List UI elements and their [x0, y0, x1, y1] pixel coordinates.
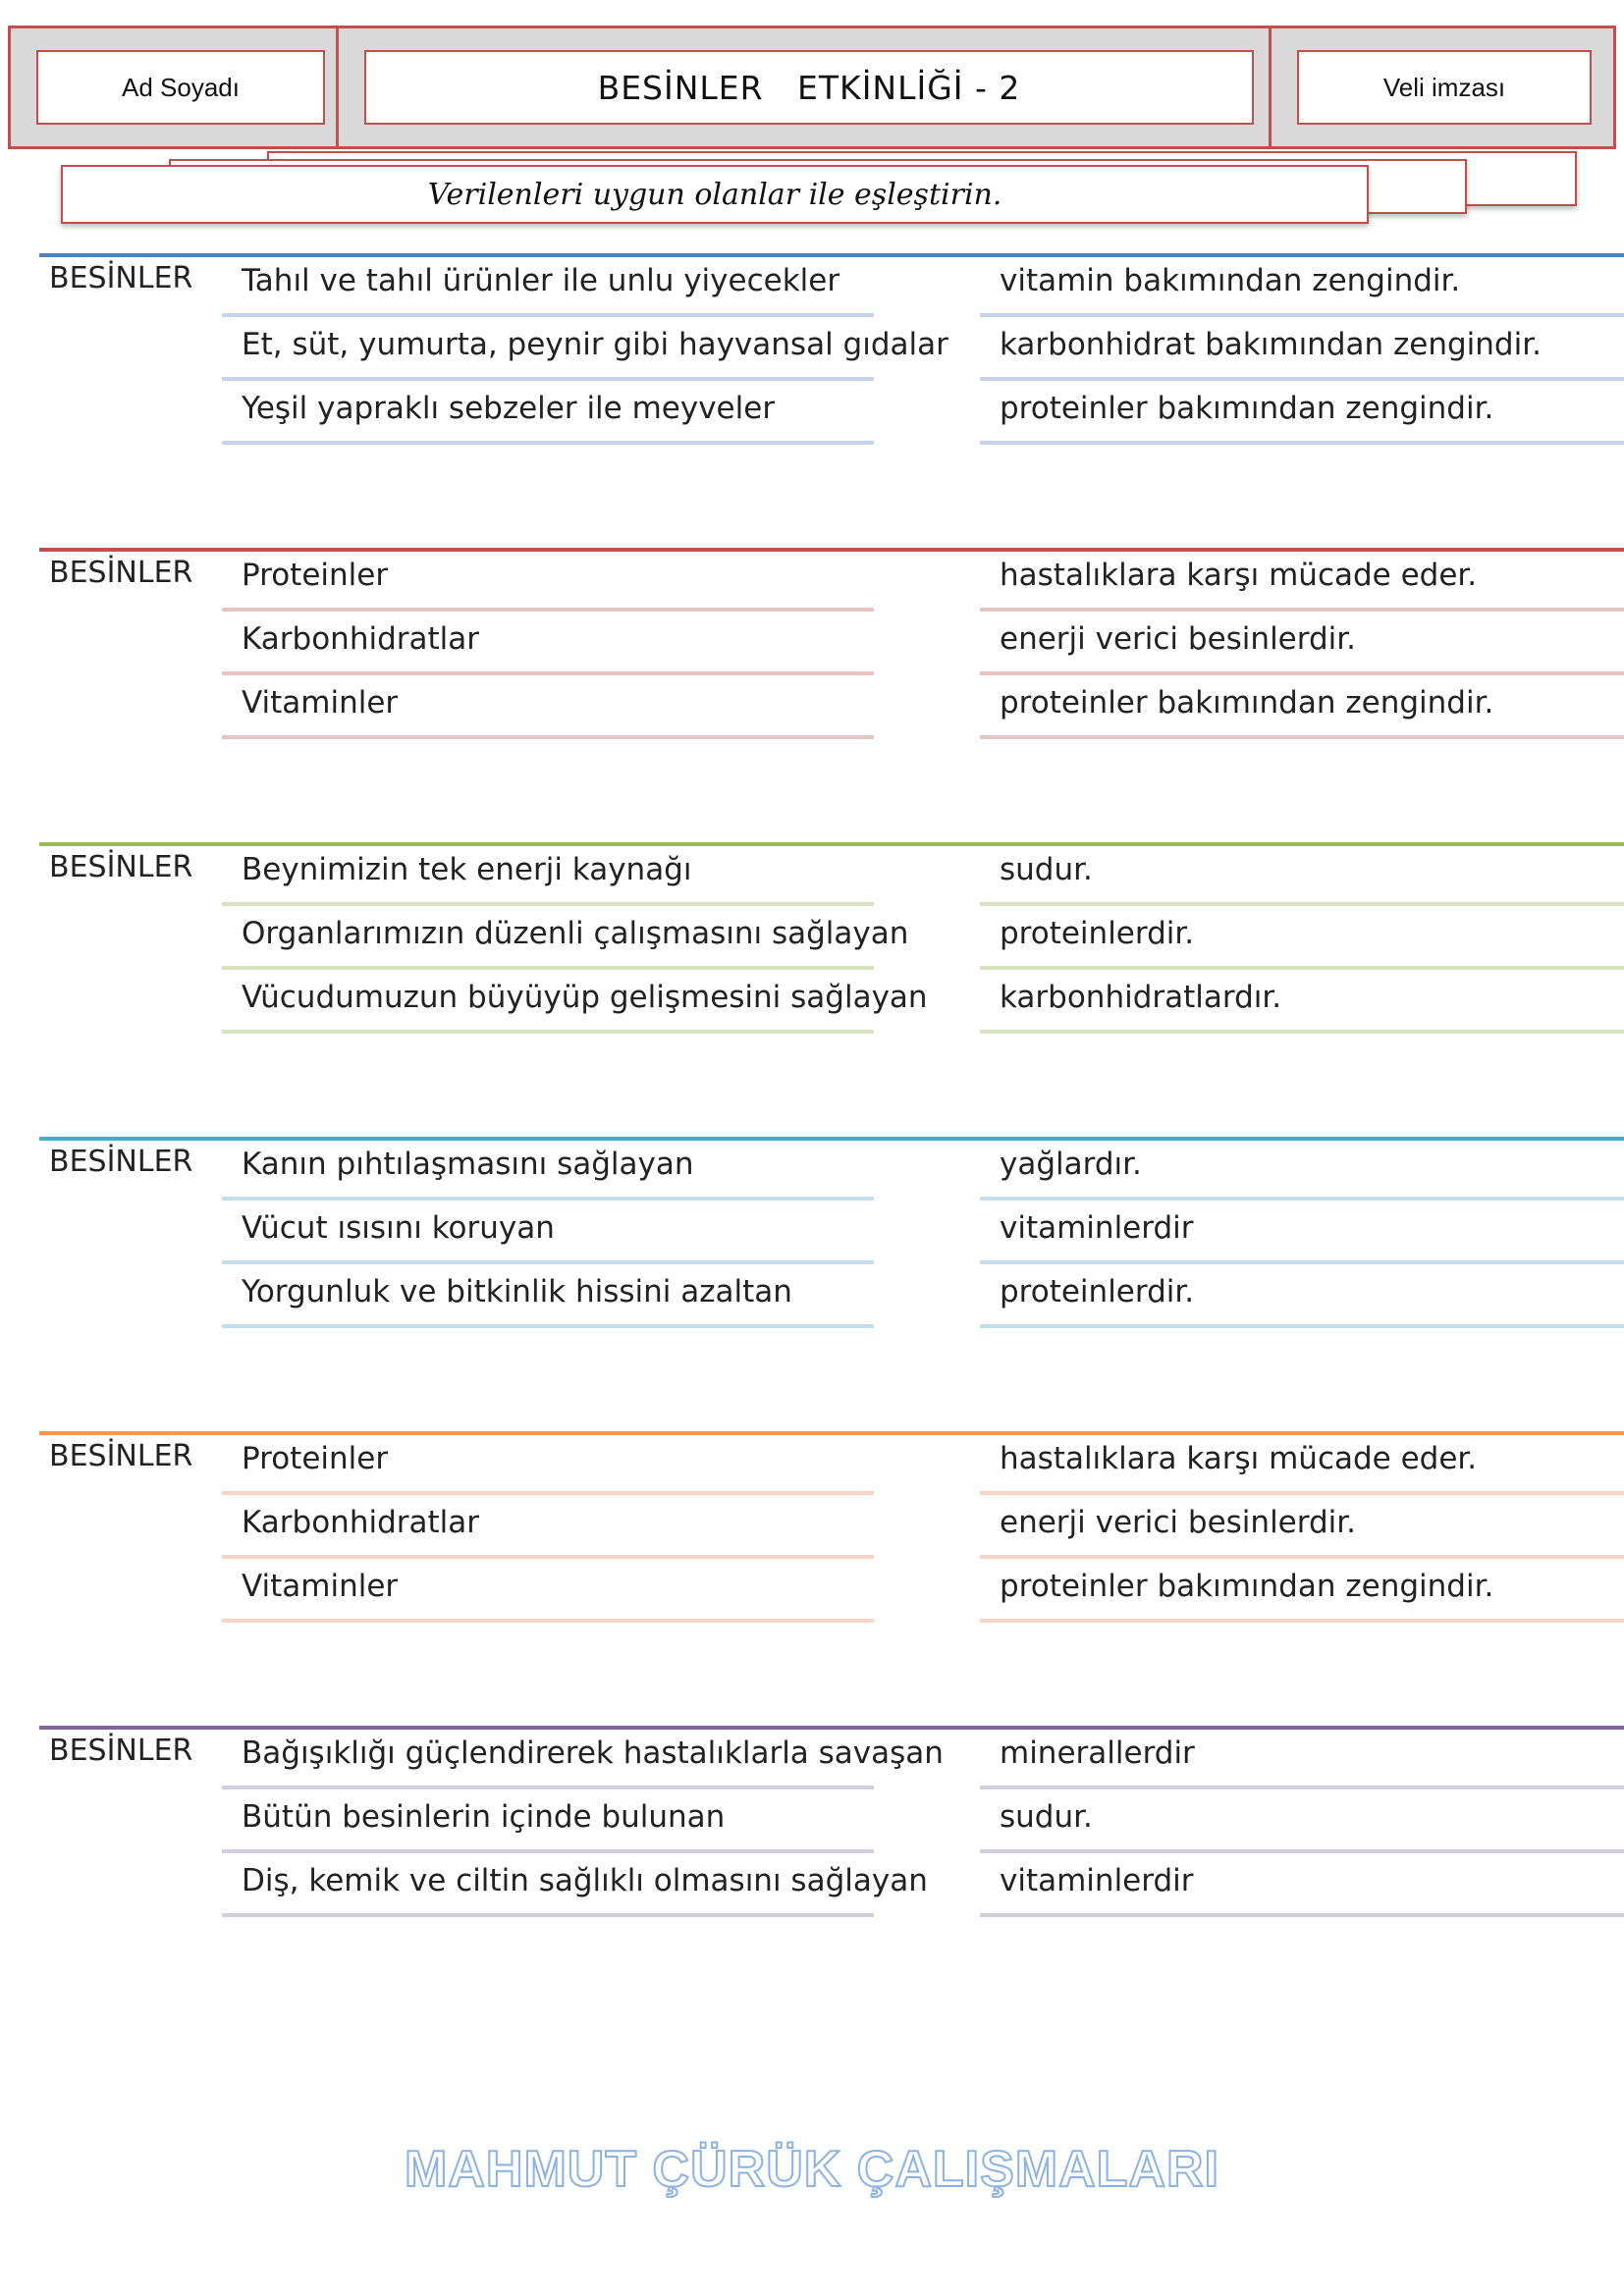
matching-section — [39, 1137, 1624, 1333]
left-item-text: Vücut ısısını koruyan — [242, 1210, 555, 1246]
right-item-text: proteinlerdir. — [1000, 916, 1195, 951]
match-item-left[interactable] — [222, 1853, 928, 1917]
answer-line — [980, 1030, 1624, 1034]
right-item-text: hastalıklara karşı mücade eder. — [1000, 558, 1478, 593]
name-label: Ad Soyadı — [122, 72, 240, 102]
right-item-text: vitaminlerdir — [1000, 1863, 1194, 1898]
match-item-right[interactable] — [980, 1137, 1624, 1201]
left-item-text: Bütün besinlerin içinde bulunan — [242, 1799, 726, 1835]
answer-line — [980, 441, 1624, 445]
match-item-left[interactable] — [222, 1431, 874, 1495]
match-item-left[interactable] — [222, 253, 874, 317]
right-item-text: minerallerdir — [1000, 1735, 1195, 1771]
match-item-right[interactable] — [980, 1559, 1624, 1623]
left-item-text: Vücudumuzun büyüyüp gelişmesini sağlayan — [242, 980, 928, 1015]
right-item-text: hastalıklara karşı mücade eder. — [1000, 1441, 1478, 1476]
answer-line — [980, 735, 1624, 739]
section-label: BESİNLER — [49, 1145, 193, 1179]
answer-line — [980, 1619, 1624, 1623]
left-item-text: Proteinler — [242, 558, 389, 593]
answer-line — [222, 441, 874, 445]
match-item-right[interactable] — [980, 381, 1624, 445]
match-item-right[interactable] — [980, 548, 1624, 612]
instruction-text: Verilenleri uygun olanlar ile eşleştirin. — [427, 177, 1002, 212]
right-item-text: proteinler bakımından zengindir. — [1000, 391, 1494, 426]
left-item-text: Vitaminler — [242, 1569, 399, 1604]
section-label: BESİNLER — [49, 261, 193, 295]
match-row — [39, 381, 1624, 445]
match-item-right[interactable] — [980, 1264, 1624, 1328]
match-row — [39, 1726, 1624, 1789]
section-label: BESİNLER — [49, 1439, 193, 1473]
title-panel — [364, 50, 1254, 125]
left-item-text: Vitaminler — [242, 685, 399, 721]
right-item-text: enerji verici besinlerdir. — [1000, 1505, 1356, 1540]
match-item-right[interactable] — [980, 1853, 1624, 1917]
match-row — [39, 253, 1624, 317]
match-item-left[interactable] — [222, 842, 874, 906]
left-item-text: Proteinler — [242, 1441, 389, 1476]
match-row — [39, 1789, 1624, 1853]
match-row — [39, 906, 1624, 970]
match-item-right[interactable] — [980, 612, 1624, 675]
match-item-left[interactable] — [222, 612, 874, 675]
match-item-left[interactable] — [222, 548, 874, 612]
answer-line — [980, 1913, 1624, 1917]
match-row — [39, 1495, 1624, 1559]
left-item-text: Kanın pıhtılaşmasını sağlayan — [242, 1147, 694, 1182]
match-item-left[interactable] — [222, 1559, 874, 1623]
left-item-text: Beynimizin tek enerji kaynağı — [242, 852, 692, 887]
left-item-text: Bağışıklığı güçlendirerek hastalıklarla savaşan — [242, 1735, 944, 1771]
match-item-left[interactable] — [222, 1264, 874, 1328]
matching-section — [39, 842, 1624, 1039]
left-item-text: Karbonhidratlar — [242, 621, 480, 657]
match-item-left[interactable] — [222, 317, 948, 381]
name-box — [8, 26, 344, 149]
match-item-left[interactable] — [222, 1495, 874, 1559]
right-item-text: sudur. — [1000, 1799, 1093, 1835]
match-item-left[interactable] — [222, 1137, 874, 1201]
match-item-right[interactable] — [980, 1789, 1624, 1853]
match-row — [39, 1559, 1624, 1623]
right-item-text: vitaminlerdir — [1000, 1210, 1194, 1246]
match-row — [39, 317, 1624, 381]
match-item-right[interactable] — [980, 970, 1624, 1034]
signature-label: Veli imzası — [1382, 72, 1506, 102]
left-item-text: Organlarımızın düzenli çalışmasını sağlayan — [242, 916, 909, 951]
match-item-right[interactable] — [980, 675, 1624, 739]
left-item-text: Karbonhidratlar — [242, 1505, 480, 1540]
answer-line — [980, 1324, 1624, 1328]
right-item-text: proteinler bakımından zengindir. — [1000, 1569, 1494, 1604]
match-item-left[interactable] — [222, 1201, 874, 1264]
matching-section — [39, 548, 1624, 744]
instruction-banner — [61, 165, 1369, 224]
matching-section — [39, 1431, 1624, 1628]
footer-watermark: MAHMUT ÇÜRÜK ÇALIŞMALARI — [405, 2141, 1219, 2198]
answer-line — [222, 1030, 874, 1034]
name-field[interactable] — [36, 50, 325, 125]
match-row — [39, 675, 1624, 739]
left-item-text: Diş, kemik ve ciltin sağlıklı olmasını sağlayan — [242, 1863, 928, 1898]
section-label: BESİNLER — [49, 1734, 193, 1768]
matching-section — [39, 253, 1624, 450]
right-item-text: sudur. — [1000, 852, 1093, 887]
right-item-text: karbonhidrat bakımından zengindir. — [1000, 327, 1542, 362]
section-label: BESİNLER — [49, 556, 193, 590]
answer-line — [222, 735, 874, 739]
match-item-right[interactable] — [980, 253, 1624, 317]
match-item-left[interactable] — [222, 1789, 874, 1853]
left-item-text: Tahıl ve tahıl ürünler ile unlu yiyecekler — [242, 263, 840, 298]
match-item-right[interactable] — [980, 842, 1624, 906]
page-title: BESİNLER ETKİNLİĞİ - 2 — [597, 68, 1021, 107]
match-row — [39, 612, 1624, 675]
title-box — [336, 26, 1276, 149]
answer-line — [222, 1913, 874, 1917]
match-item-left[interactable] — [222, 906, 909, 970]
match-row — [39, 970, 1624, 1034]
match-row — [39, 1853, 1624, 1917]
match-item-right[interactable] — [980, 906, 1624, 970]
signature-field[interactable] — [1297, 50, 1592, 125]
match-row — [39, 1137, 1624, 1201]
match-row — [39, 548, 1624, 612]
match-item-right[interactable] — [980, 1201, 1624, 1264]
left-item-text: Et, süt, yumurta, peynir gibi hayvansal gıdalar — [242, 327, 948, 362]
right-item-text: proteinler bakımından zengindir. — [1000, 685, 1494, 721]
match-row — [39, 1431, 1624, 1495]
signature-box — [1269, 26, 1616, 149]
match-row — [39, 1201, 1624, 1264]
right-item-text: karbonhidratlardır. — [1000, 980, 1282, 1015]
answer-line — [222, 1324, 874, 1328]
match-item-left[interactable] — [222, 970, 928, 1034]
right-item-text: yağlardır. — [1000, 1147, 1142, 1182]
match-item-left[interactable] — [222, 381, 874, 445]
section-label: BESİNLER — [49, 850, 193, 884]
right-item-text: vitamin bakımından zengindir. — [1000, 263, 1461, 298]
right-item-text: proteinlerdir. — [1000, 1274, 1195, 1309]
match-item-right[interactable] — [980, 1726, 1624, 1789]
match-item-right[interactable] — [980, 1495, 1624, 1559]
matching-section — [39, 1726, 1624, 1922]
left-item-text: Yorgunluk ve bitkinlik hissini azaltan — [242, 1274, 792, 1309]
match-item-right[interactable] — [980, 1431, 1624, 1495]
match-row — [39, 842, 1624, 906]
match-row — [39, 1264, 1624, 1328]
match-item-right[interactable] — [980, 317, 1624, 381]
right-item-text: enerji verici besinlerdir. — [1000, 621, 1356, 657]
match-item-left[interactable] — [222, 1726, 944, 1789]
left-item-text: Yeşil yapraklı sebzeler ile meyveler — [242, 391, 776, 426]
match-item-left[interactable] — [222, 675, 874, 739]
answer-line — [222, 1619, 874, 1623]
